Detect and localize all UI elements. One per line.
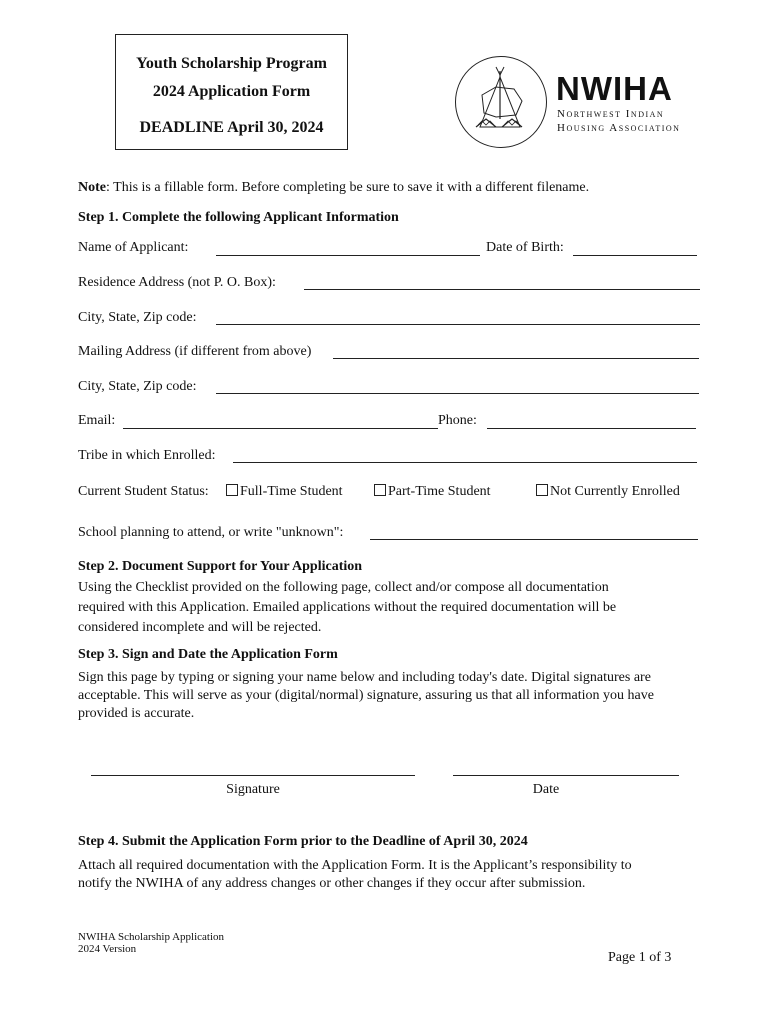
email-label: Email: (78, 413, 116, 428)
footer-info (78, 931, 224, 955)
note (78, 180, 589, 196)
dob-label: Date of Birth: (486, 240, 564, 255)
date-field[interactable] (453, 775, 679, 776)
not-enrolled-label: Not Currently Enrolled (550, 484, 680, 499)
logo-subtitle-2: Housing Association (557, 122, 681, 134)
checkbox-icon (536, 484, 548, 496)
nwiha-logo-emblem (455, 56, 547, 148)
step4-heading: Step 4. Submit the Application Form prior to the Deadline of April 30, 2024 (78, 834, 528, 849)
step4-line: notify the NWIHA of any address changes or other changes if they occur after submission. (78, 876, 586, 891)
not-enrolled-checkbox[interactable] (536, 484, 680, 500)
checkbox-icon (226, 484, 238, 496)
footer-line1: NWIHA Scholarship Application (78, 931, 225, 943)
date-label: Date (532, 782, 560, 797)
note-text: : This is a fillable form. Before completing be sure to save it with a different filename. (106, 180, 590, 195)
step4-line: Attach all required documentation with the Application Form. It is the Applicant’s responsibility to (78, 858, 632, 873)
residence-label: Residence Address (not P. O. Box): (78, 275, 276, 290)
mailing-field[interactable] (333, 358, 699, 359)
parttime-checkbox[interactable] (374, 484, 491, 500)
form-title: 2024 Application Form (152, 83, 311, 100)
phone-field[interactable] (487, 428, 696, 429)
step3-text (78, 669, 718, 723)
signature-label: Signature (226, 782, 280, 797)
step2-line: Using the Checklist provided on the following page, collect and/or compose all documentation (78, 580, 609, 595)
step2-line: required with this Application. Emailed applications without the required documentation will be (78, 600, 617, 615)
step3-line: acceptable. This will serve as your (digital/normal) signature, assuring us that all information you have (78, 688, 654, 703)
note-label: Note (78, 180, 106, 195)
step2-heading: Step 2. Document Support for Your Application (78, 559, 363, 574)
fulltime-label: Full-Time Student (240, 484, 343, 499)
city1-field[interactable] (216, 324, 700, 325)
name-label: Name of Applicant: (78, 240, 189, 255)
residence-field[interactable] (304, 289, 700, 290)
deadline-title: DEADLINE April 30, 2024 (139, 119, 324, 136)
phone-label: Phone: (438, 413, 477, 428)
logo-subtitle-1: Northwest Indian (557, 108, 665, 120)
tribe-field[interactable] (233, 462, 697, 463)
email-field[interactable] (123, 428, 438, 429)
logo-name: NWIHA (556, 70, 673, 107)
title-box (115, 34, 348, 150)
school-label: School planning to attend, or write "unknown": (78, 525, 344, 540)
step3-line: provided is accurate. (78, 706, 195, 721)
signature-field[interactable] (91, 775, 415, 776)
checkbox-icon (374, 484, 386, 496)
step3-line: Sign this page by typing or signing your name below and including today's date. Digital signatures are (78, 670, 651, 685)
fulltime-checkbox[interactable] (226, 484, 343, 500)
city2-field[interactable] (216, 393, 699, 394)
name-field[interactable] (216, 255, 480, 256)
program-title: Youth Scholarship Program (136, 55, 327, 72)
city1-label: City, State, Zip code: (78, 310, 197, 325)
tribe-label: Tribe in which Enrolled: (78, 448, 216, 463)
mailing-label: Mailing Address (if different from above) (78, 344, 312, 359)
step2-line: considered incomplete and will be rejected. (78, 620, 322, 635)
dob-field[interactable] (573, 255, 697, 256)
school-field[interactable] (370, 539, 698, 540)
step4-text (78, 857, 718, 893)
city2-label: City, State, Zip code: (78, 379, 197, 394)
page-number: Page 1 of 3 (608, 950, 672, 965)
status-label: Current Student Status: (78, 484, 209, 499)
step2-text (78, 578, 718, 638)
parttime-label: Part-Time Student (388, 484, 491, 499)
step3-heading: Step 3. Sign and Date the Application Form (78, 647, 338, 662)
step1-heading: Step 1. Complete the following Applicant Information (78, 210, 399, 225)
tipi-icon (456, 57, 545, 146)
footer-line2: 2024 Version (78, 943, 137, 955)
